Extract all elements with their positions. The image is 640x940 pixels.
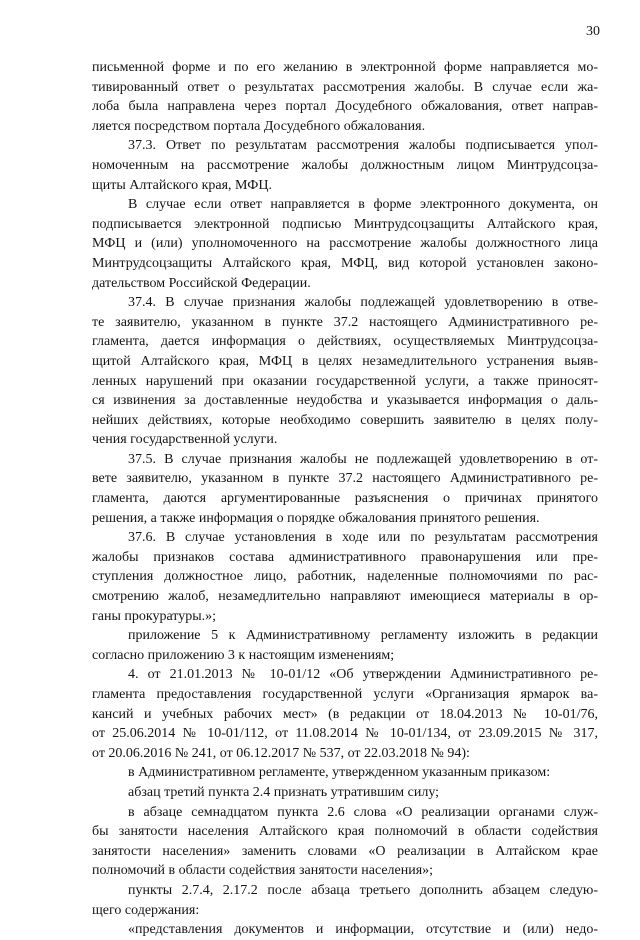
text-line: чения государственной услуги. — [92, 432, 278, 448]
text-line: кансий и учебных рабочих мест» (в редакции от 18.04.2013 № 10-01/76, — [92, 706, 598, 722]
text-line: пункты 2.7.4, 2.17.2 после абзаца третьего дополнить абзацем следую- — [128, 882, 598, 898]
text-line: ляется посредством портала Досудебного обжалования. — [92, 118, 426, 134]
text-line: абзац третий пункта 2.4 признать утратившим силу; — [128, 784, 440, 800]
text-line: гламента предоставления государственной услуги «Организация ярмарок ва- — [92, 687, 598, 702]
text-line: нейших действиях, которые необходимо совершить заявителю в целях полу- — [92, 412, 598, 428]
text-line: 37.4. В случае признания жалобы подлежащей удовлетворению в отве- — [128, 295, 598, 311]
text-line: дательством Российской Федерации. — [92, 275, 311, 291]
text-line: смотрению жалоб, незамедлительно направляют имеющиеся материалы в ор- — [92, 589, 598, 605]
text-line: подписывается электронной подписью Минтрудсоцзащиты Алтайского края, — [92, 216, 598, 232]
text-line: «представления документов и информации, отсутствие и (или) недо- — [128, 922, 598, 938]
text-line: щиты Алтайского края, МФЦ. — [92, 177, 272, 193]
text-line: полномочий в области содействия занятости населения»; — [92, 863, 434, 879]
text-line: в Административном регламенте, утвержденном указанным приказом: — [128, 765, 551, 781]
text-line: гламента, дается информация о действиях, осуществляемых Минтрудсоцза- — [92, 334, 598, 350]
text-line: 4. от 21.01.2013 № 10-01/12 «Об утверждении Административного ре- — [128, 667, 598, 683]
text-line: 37.3. Ответ по результатам рассмотрения жалобы подписывается упол- — [128, 138, 598, 154]
text-line: В случае если ответ направляется в форме электронного документа, он — [128, 197, 598, 213]
text-line: согласно приложению 3 к настоящим изменениям; — [92, 647, 395, 663]
text-line: жалобы признаков состава административного правонарушения или пре- — [92, 549, 598, 565]
text-line: вете заявителю, указанном в пункте 37.2 настоящего Административного ре- — [92, 471, 598, 487]
body-text — [92, 58, 598, 940]
text-line: МФЦ и (или) уполномоченного на рассмотрение жалобы должностного лица — [92, 236, 598, 252]
text-line: щитой Алтайского края, МФЦ в целях незамедлительного устранения выяв- — [92, 353, 598, 369]
text-line: ганы прокуратуры.»; — [92, 608, 217, 624]
text-line: от 20.06.2016 № 241, от 06.12.2017 № 537, от 22.03.2018 № 94): — [92, 745, 470, 761]
text-line: письменной форме и по его желанию в электронной форме направляется мо- — [92, 60, 598, 75]
text-line: ленных нарушений при оказании государственной услуги, а также приносят- — [92, 373, 598, 389]
text-line: решения, а также информация о порядке обжалования принятого решения. — [92, 510, 540, 526]
text-line: номоченным на рассмотрение жалобы должностным лицом Минтрудсоцза- — [92, 157, 598, 173]
text-line: в абзаце семнадцатом пункта 2.6 слова «О реализации органами служ- — [128, 804, 598, 820]
text-line: 37.6. В случае установления в ходе или по результатам рассмотрения — [128, 530, 598, 546]
text-line: тивированный ответ о результатах рассмотрения жалобы. В случае если жа- — [92, 79, 598, 95]
text-line: 37.5. В случае признания жалобы не подлежащей удовлетворению в от- — [128, 451, 598, 467]
text-line: от 25.06.2014 № 10-01/112, от 11.08.2014 № 10-01/134, от 23.09.2015 № 317, — [92, 726, 598, 742]
text-line: те заявителю, указанном в пункте 37.2 настоящего Административного ре- — [92, 314, 598, 330]
text-line: бы занятости населения Алтайского края полномочий в области содействия — [92, 824, 598, 840]
text-line: гламента, даются аргументированные разъяснения о причинах принятого — [92, 491, 598, 507]
text-line: занятости населения» заменить словами «О реализации в Алтайском крае — [92, 843, 598, 859]
page-number: 30 — [586, 24, 600, 39]
text-line: щего содержания: — [92, 902, 200, 918]
text-line: лоба была направлена через портал Досудебного обжалования, ответ направ- — [92, 99, 598, 115]
text-line: Минтрудсоцзащиты Алтайского края, МФЦ, вид которой установлен законо- — [92, 255, 598, 271]
text-line: ся извинения за доставленные неудобства и указывается информация о даль- — [92, 393, 598, 409]
text-line: приложение 5 к Административному регламенту изложить в редакции — [128, 628, 598, 644]
text-line: ступления должностное лицо, работник, наделенные полномочиями по рас- — [92, 569, 598, 585]
